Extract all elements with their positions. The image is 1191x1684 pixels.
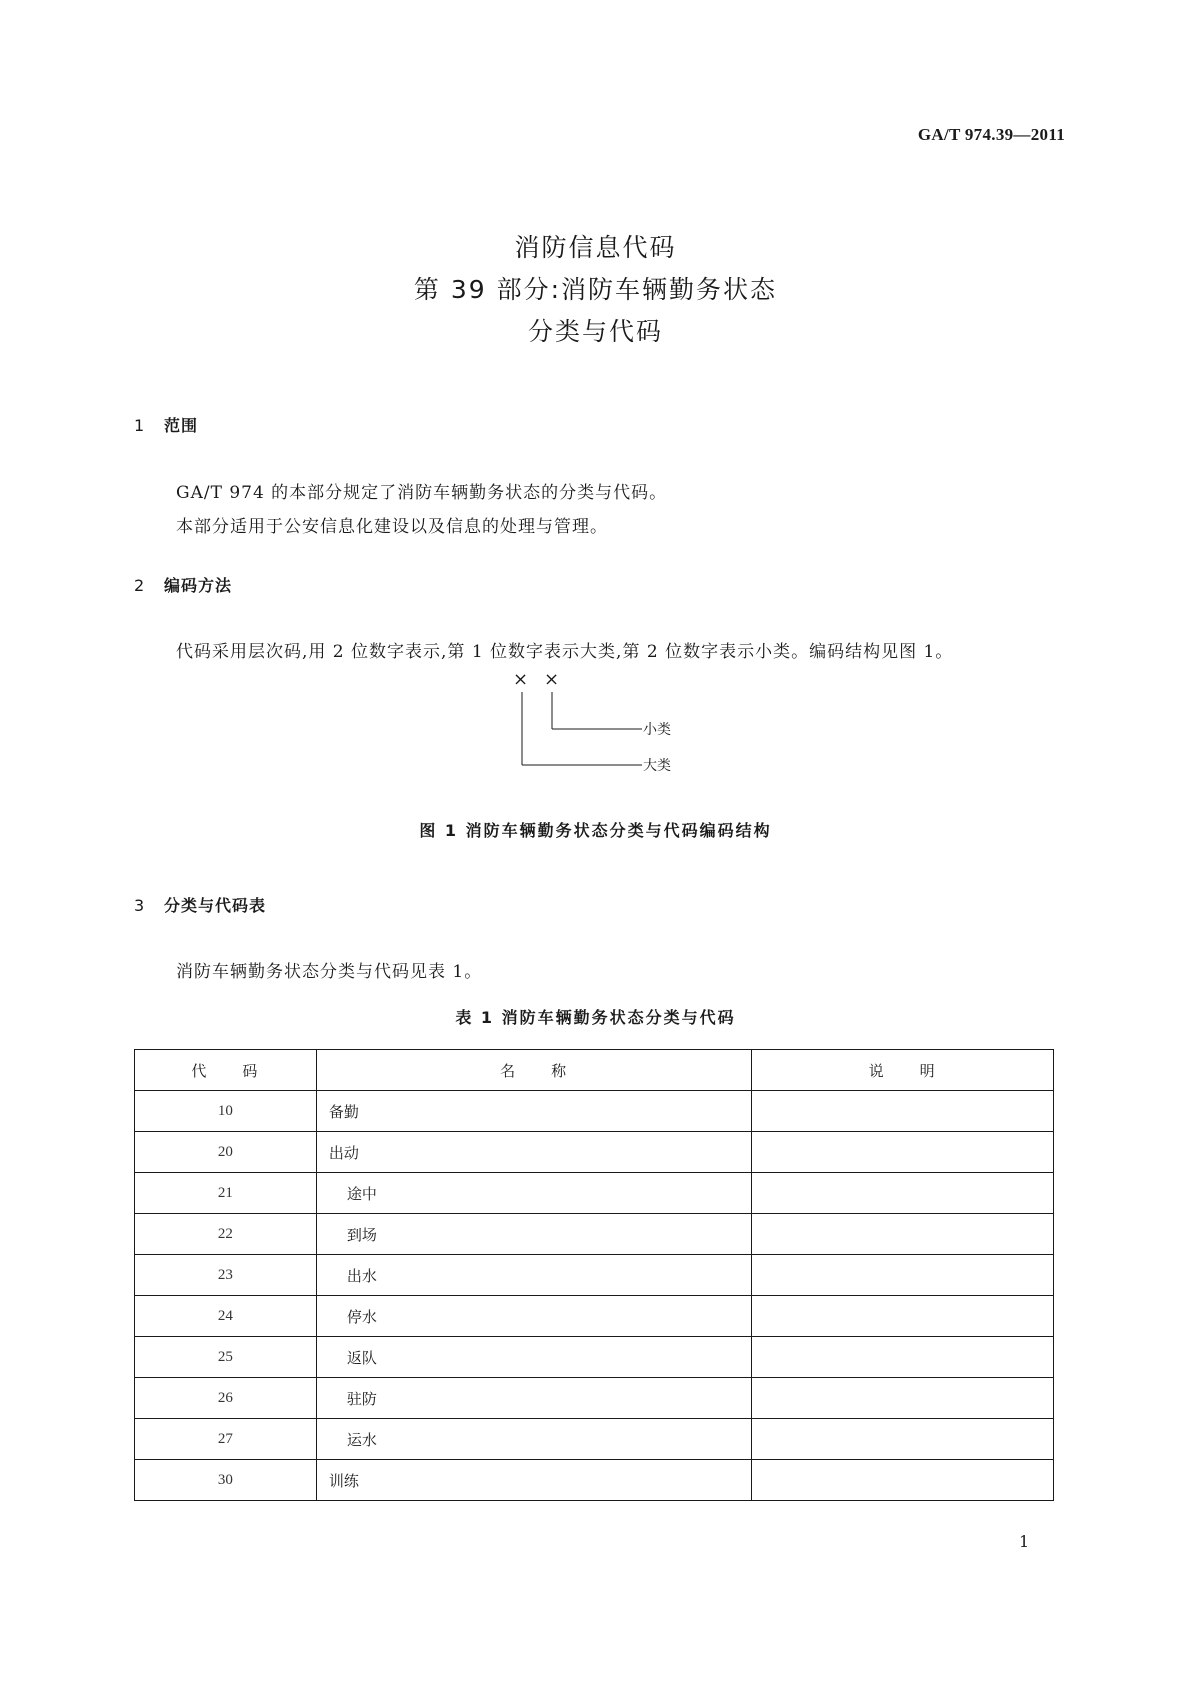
label-major-class: 大类	[643, 758, 671, 774]
header-name: 名 称	[316, 1050, 751, 1091]
header-code: 代 码	[135, 1050, 317, 1091]
cell-code: 27	[135, 1419, 317, 1460]
table-row	[135, 1132, 1054, 1173]
cell-note	[752, 1255, 1054, 1296]
section-1-paragraph-2: 本部分适用于公安信息化建设以及信息的处理与管理。	[176, 517, 608, 537]
table-row	[135, 1378, 1054, 1419]
section-1-paragraph-1: GA/T 974 的本部分规定了消防车辆勤务状态的分类与代码。	[176, 483, 668, 503]
cell-code: 30	[135, 1460, 317, 1501]
cell-code: 26	[135, 1378, 317, 1419]
cell-name: 返队	[316, 1337, 751, 1378]
page-number: 1	[1019, 1532, 1030, 1551]
section-title: 分类与代码表	[164, 896, 267, 915]
cell-name: 运水	[316, 1419, 751, 1460]
cell-name: 备勤	[316, 1091, 751, 1132]
cell-note	[752, 1337, 1054, 1378]
title-line-2: 第 39 部分:消防车辆勤务状态	[413, 275, 778, 304]
table-row	[135, 1337, 1054, 1378]
cell-code: 21	[135, 1173, 317, 1214]
section-1-heading	[134, 413, 198, 436]
table-row	[135, 1296, 1054, 1337]
cell-code: 10	[135, 1091, 317, 1132]
cell-note	[752, 1173, 1054, 1214]
cell-name: 出动	[316, 1132, 751, 1173]
cell-note	[752, 1132, 1054, 1173]
figure-caption: 图 1 消防车辆勤务状态分类与代码编码结构	[419, 821, 772, 840]
section-2-paragraph-1: 代码采用层次码,用 2 位数字表示,第 1 位数字表示大类,第 2 位数字表示小类。编码结构见图 1。	[176, 642, 954, 662]
cell-code: 23	[135, 1255, 317, 1296]
section-number: 1	[134, 416, 146, 435]
label-minor-class: 小类	[643, 722, 671, 738]
cell-note	[752, 1460, 1054, 1501]
cell-name: 出水	[316, 1255, 751, 1296]
cell-code: 22	[135, 1214, 317, 1255]
digit-placeholder-major: ×	[513, 669, 529, 690]
cell-name: 到场	[316, 1214, 751, 1255]
cell-code: 20	[135, 1132, 317, 1173]
table-row	[135, 1091, 1054, 1132]
standard-code: GA/T 974.39—2011	[917, 125, 1065, 144]
cell-code: 24	[135, 1296, 317, 1337]
cell-note	[752, 1091, 1054, 1132]
cell-name: 停水	[316, 1296, 751, 1337]
table-caption: 表 1 消防车辆勤务状态分类与代码	[455, 1008, 736, 1027]
cell-note	[752, 1214, 1054, 1255]
section-number: 2	[134, 576, 146, 595]
title-line-1: 消防信息代码	[514, 233, 677, 262]
cell-name: 驻防	[316, 1378, 751, 1419]
cell-name: 训练	[316, 1460, 751, 1501]
section-title: 范围	[164, 416, 199, 435]
code-table	[134, 1049, 1054, 1501]
table-row	[135, 1214, 1054, 1255]
cell-note	[752, 1419, 1054, 1460]
table-header-row	[135, 1050, 1054, 1091]
cell-note	[752, 1378, 1054, 1419]
section-3-heading	[134, 893, 266, 916]
cell-code: 25	[135, 1337, 317, 1378]
header-note: 说 明	[752, 1050, 1054, 1091]
table-row	[135, 1460, 1054, 1501]
cell-name: 途中	[316, 1173, 751, 1214]
table-row	[135, 1419, 1054, 1460]
section-number: 3	[134, 896, 146, 915]
section-title: 编码方法	[164, 576, 233, 595]
title-line-3: 分类与代码	[527, 317, 663, 346]
section-3-paragraph-1: 消防车辆勤务状态分类与代码见表 1。	[176, 962, 483, 982]
section-2-heading	[134, 573, 232, 596]
code-structure-diagram	[510, 669, 690, 775]
cell-note	[752, 1296, 1054, 1337]
digit-placeholder-minor: ×	[544, 669, 560, 690]
table-row	[135, 1173, 1054, 1214]
table-row	[135, 1255, 1054, 1296]
